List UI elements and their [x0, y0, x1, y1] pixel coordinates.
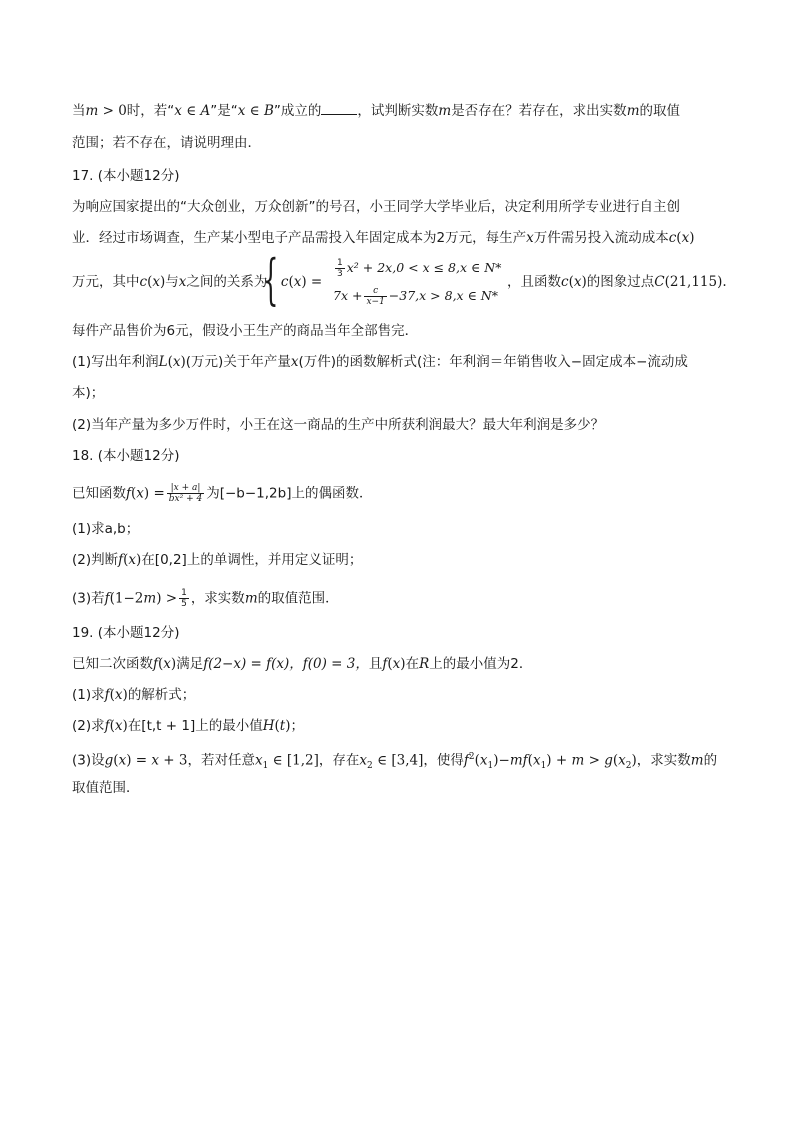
q18-sub-2: (2)判断f(x)在[0,2]上的单调性，并用定义证明； — [72, 552, 363, 568]
q17-text-2: 业．经过市场调查，生产某小型电子产品需投入年固定成本为2万元，每生产x万件需另投入流动成本c(x) — [72, 230, 695, 246]
q16-line-1: 当m > 0时，若“x ∈ A”是“x ∈ B”成立的 ，试判断实数m是否存在？若存在，求出实数m的取值 — [72, 103, 680, 119]
q19-sub-1: (1)求f(x)的解析式； — [72, 687, 196, 703]
piecewise-brace: { — [263, 248, 279, 311]
q17-text-4: 每件产品售价为6元，假设小王生产的商品当年全部售完． — [72, 323, 419, 339]
q18-sub-1: (1)求a,b； — [72, 521, 140, 537]
q19-heading: 19. (本小题12分) — [72, 625, 180, 641]
q17-text-1: 为响应国家提出的“大众创业，万众创新”的号召，小王同学大学毕业后，决定利用所学专业进行自主创 — [72, 199, 680, 215]
q17-sub-1: (1)写出年利润L(x)(万元)关于年产量x(万件)的函数解析式(注：年利润＝年销售收入−固定成本−流动成 — [72, 354, 688, 370]
q18-heading: 18. (本小题12分) — [72, 448, 180, 464]
piecewise-case-1: $\frac{1}{3}$ x² + 2x,0 < x ≤ 8,x ∈ N* — [337, 258, 502, 279]
piecewise-case-2: 7x + $\frac{c}{x-1}$ −37,x > 8,x ∈ N* — [333, 286, 498, 307]
q18-text-1: 已知函数f(x) = $\frac{|x + a|}{\text{bx² + 4}}$ 为[−b−1,2b]上的偶函数． — [72, 483, 373, 504]
q16-line-2: 范围；若不存在，请说明理由． — [72, 135, 261, 151]
answer-blank — [321, 102, 357, 115]
q19-sub-2: (2)求f(x)在[t,t + 1]上的最小值H(t)； — [72, 718, 304, 734]
q17-text-3: 万元，其中c(x)与x之间的关系为：c(x) = — [72, 274, 323, 290]
q17-text-3-tail: ，且函数c(x)的图象过点C(21,115). — [507, 274, 727, 290]
q17-sub-1-cont: 本)； — [72, 385, 105, 401]
q19-sub-3-cont: 取值范围． — [72, 780, 140, 796]
q17-sub-2: (2)当年产量为多少万件时，小王在这一商品的生产中所获利润最大？最大年利润是多少？ — [72, 417, 605, 433]
q19-text-1: 已知二次函数f(x)满足f(2−x) = f(x)，f(0) = 3，且f(x)在R上的最小值为2． — [72, 656, 533, 672]
q18-sub-3: (3)若f(1−2m) > $\frac{1}{5}$ ，求实数m的取值范围． — [72, 588, 339, 609]
q19-sub-3: (3)设g(x) = x + 3，若对任意$x_1$ ∈ [1,2]，存在$x_2$ ∈ [3,4]，使得$f^2(x_1)-mf(x_1) + m > g(x_2)$，求实数m的 — [72, 752, 718, 772]
q17-heading: 17. (本小题12分) — [72, 168, 180, 184]
